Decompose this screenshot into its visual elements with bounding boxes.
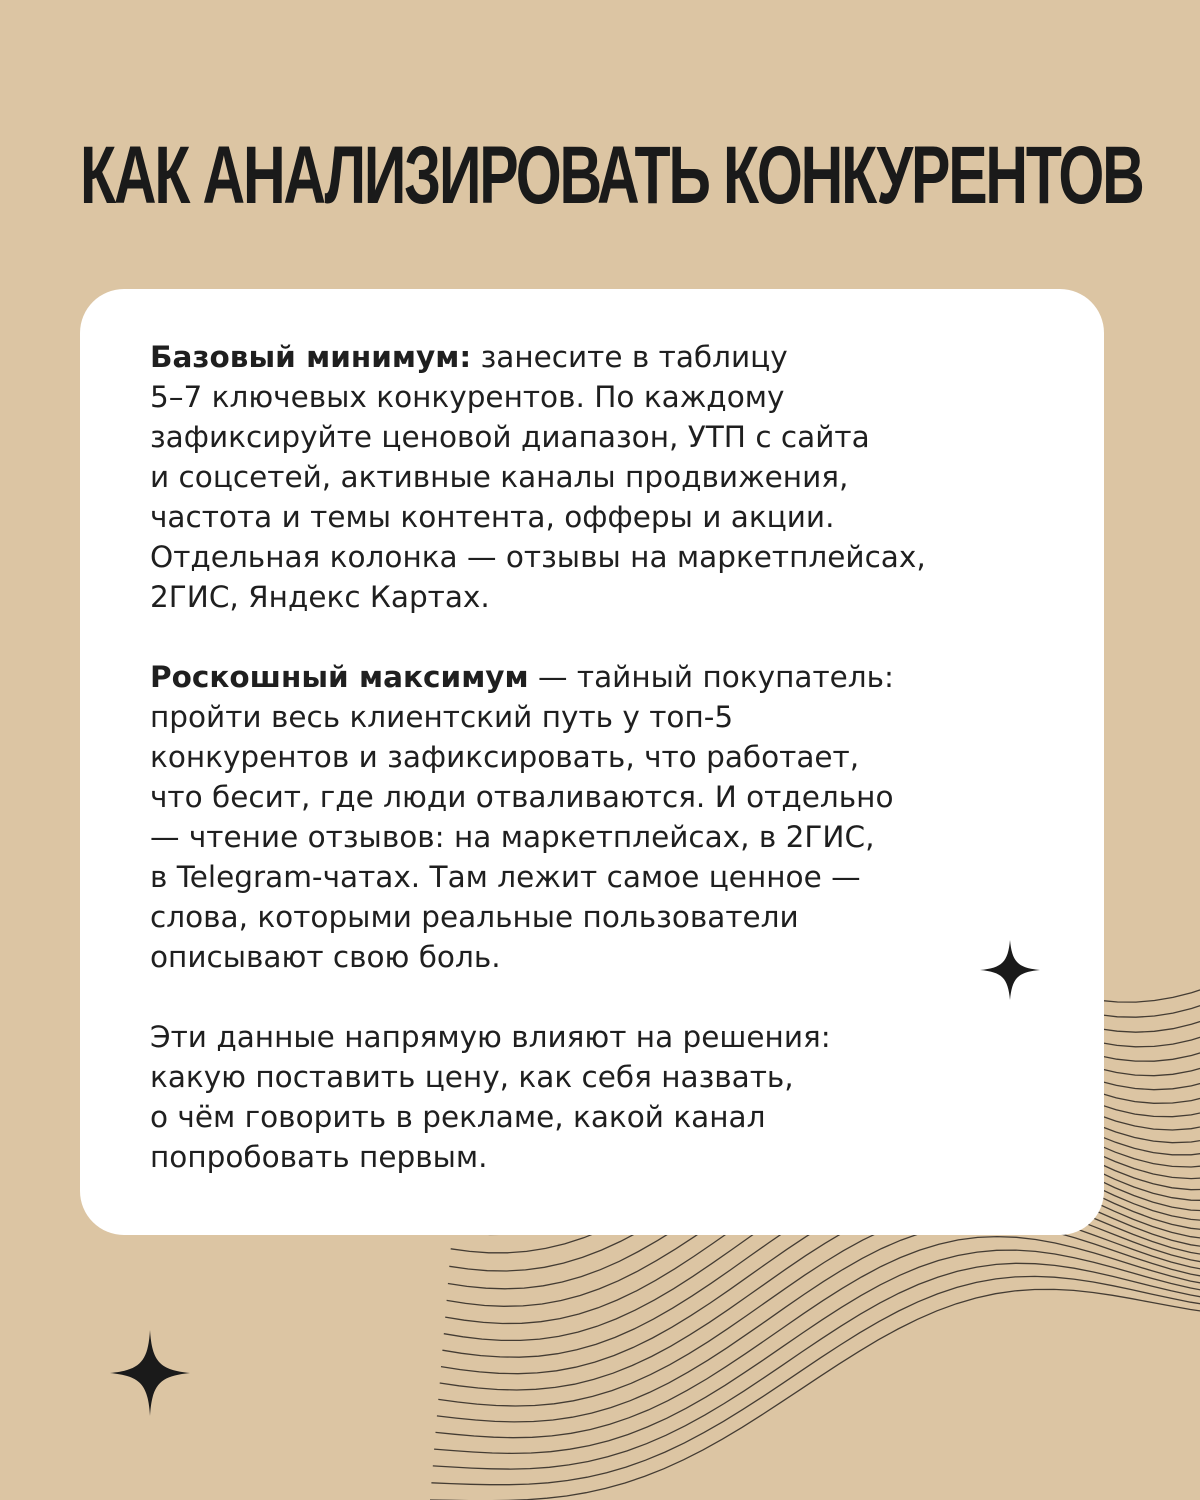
paragraph-line: частота и темы контента, офферы и акции. [150, 500, 835, 534]
paragraph-line: слова, которыми реальные пользователи [150, 900, 799, 934]
four-point-star-icon [110, 1330, 190, 1416]
paragraph-lead: Роскошный максимум [150, 660, 529, 694]
paragraph-line: — чтение отзывов: на маркетплейсах, в 2ГИС, [150, 820, 875, 854]
paragraph-line: о чём говорить в рекламе, какой канал [150, 1100, 766, 1134]
paragraph-line: Отдельная колонка — отзывы на маркетплейсах, [150, 540, 926, 574]
paragraph-conclusion [150, 1017, 1064, 1177]
wave-line [433, 1263, 1200, 1469]
wave-line [431, 1276, 1200, 1484]
paragraph-line: 5–7 ключевых конкурентов. По каждому [150, 380, 785, 414]
paragraph-lead: Базовый минимум: [150, 340, 472, 374]
paragraph-line: попробовать первым. [150, 1140, 488, 1174]
paragraph-line: в Telegram-чатах. Там лежит самое ценное — [150, 860, 861, 894]
paragraph-line: что бесит, где люди отваливаются. И отдельно [150, 780, 894, 814]
paragraph-line: конкурентов и зафиксировать, что работает, [150, 740, 860, 774]
paragraph-line: — тайный покупатель: [528, 660, 894, 694]
paragraph-luxury-maximum [150, 657, 1064, 977]
paragraph-line: пройти весь клиентский путь у топ-5 [150, 700, 734, 734]
paragraph-basic-minimum [150, 337, 1064, 617]
page-title: КАК АНАЛИЗИРОВАТЬ КОНКУРЕНТОВ [80, 130, 1143, 221]
paragraph-line: и соцсетей, активные каналы продвижения, [150, 460, 849, 494]
paragraph-line: описывают свою боль. [150, 940, 501, 974]
paragraph-line: занесите в таблицу [471, 340, 788, 374]
paragraph-line: 2ГИС, Яндекс Картах. [150, 580, 490, 614]
paragraph-line: какую поставить цену, как себя назвать, [150, 1060, 794, 1094]
content-card [80, 289, 1104, 1235]
paragraph-line: зафиксируйте ценовой диапазон, УТП с сайта [150, 420, 870, 454]
four-point-star-icon [980, 940, 1040, 1000]
paragraph-line: Эти данные напрямую влияют на решения: [150, 1020, 831, 1054]
